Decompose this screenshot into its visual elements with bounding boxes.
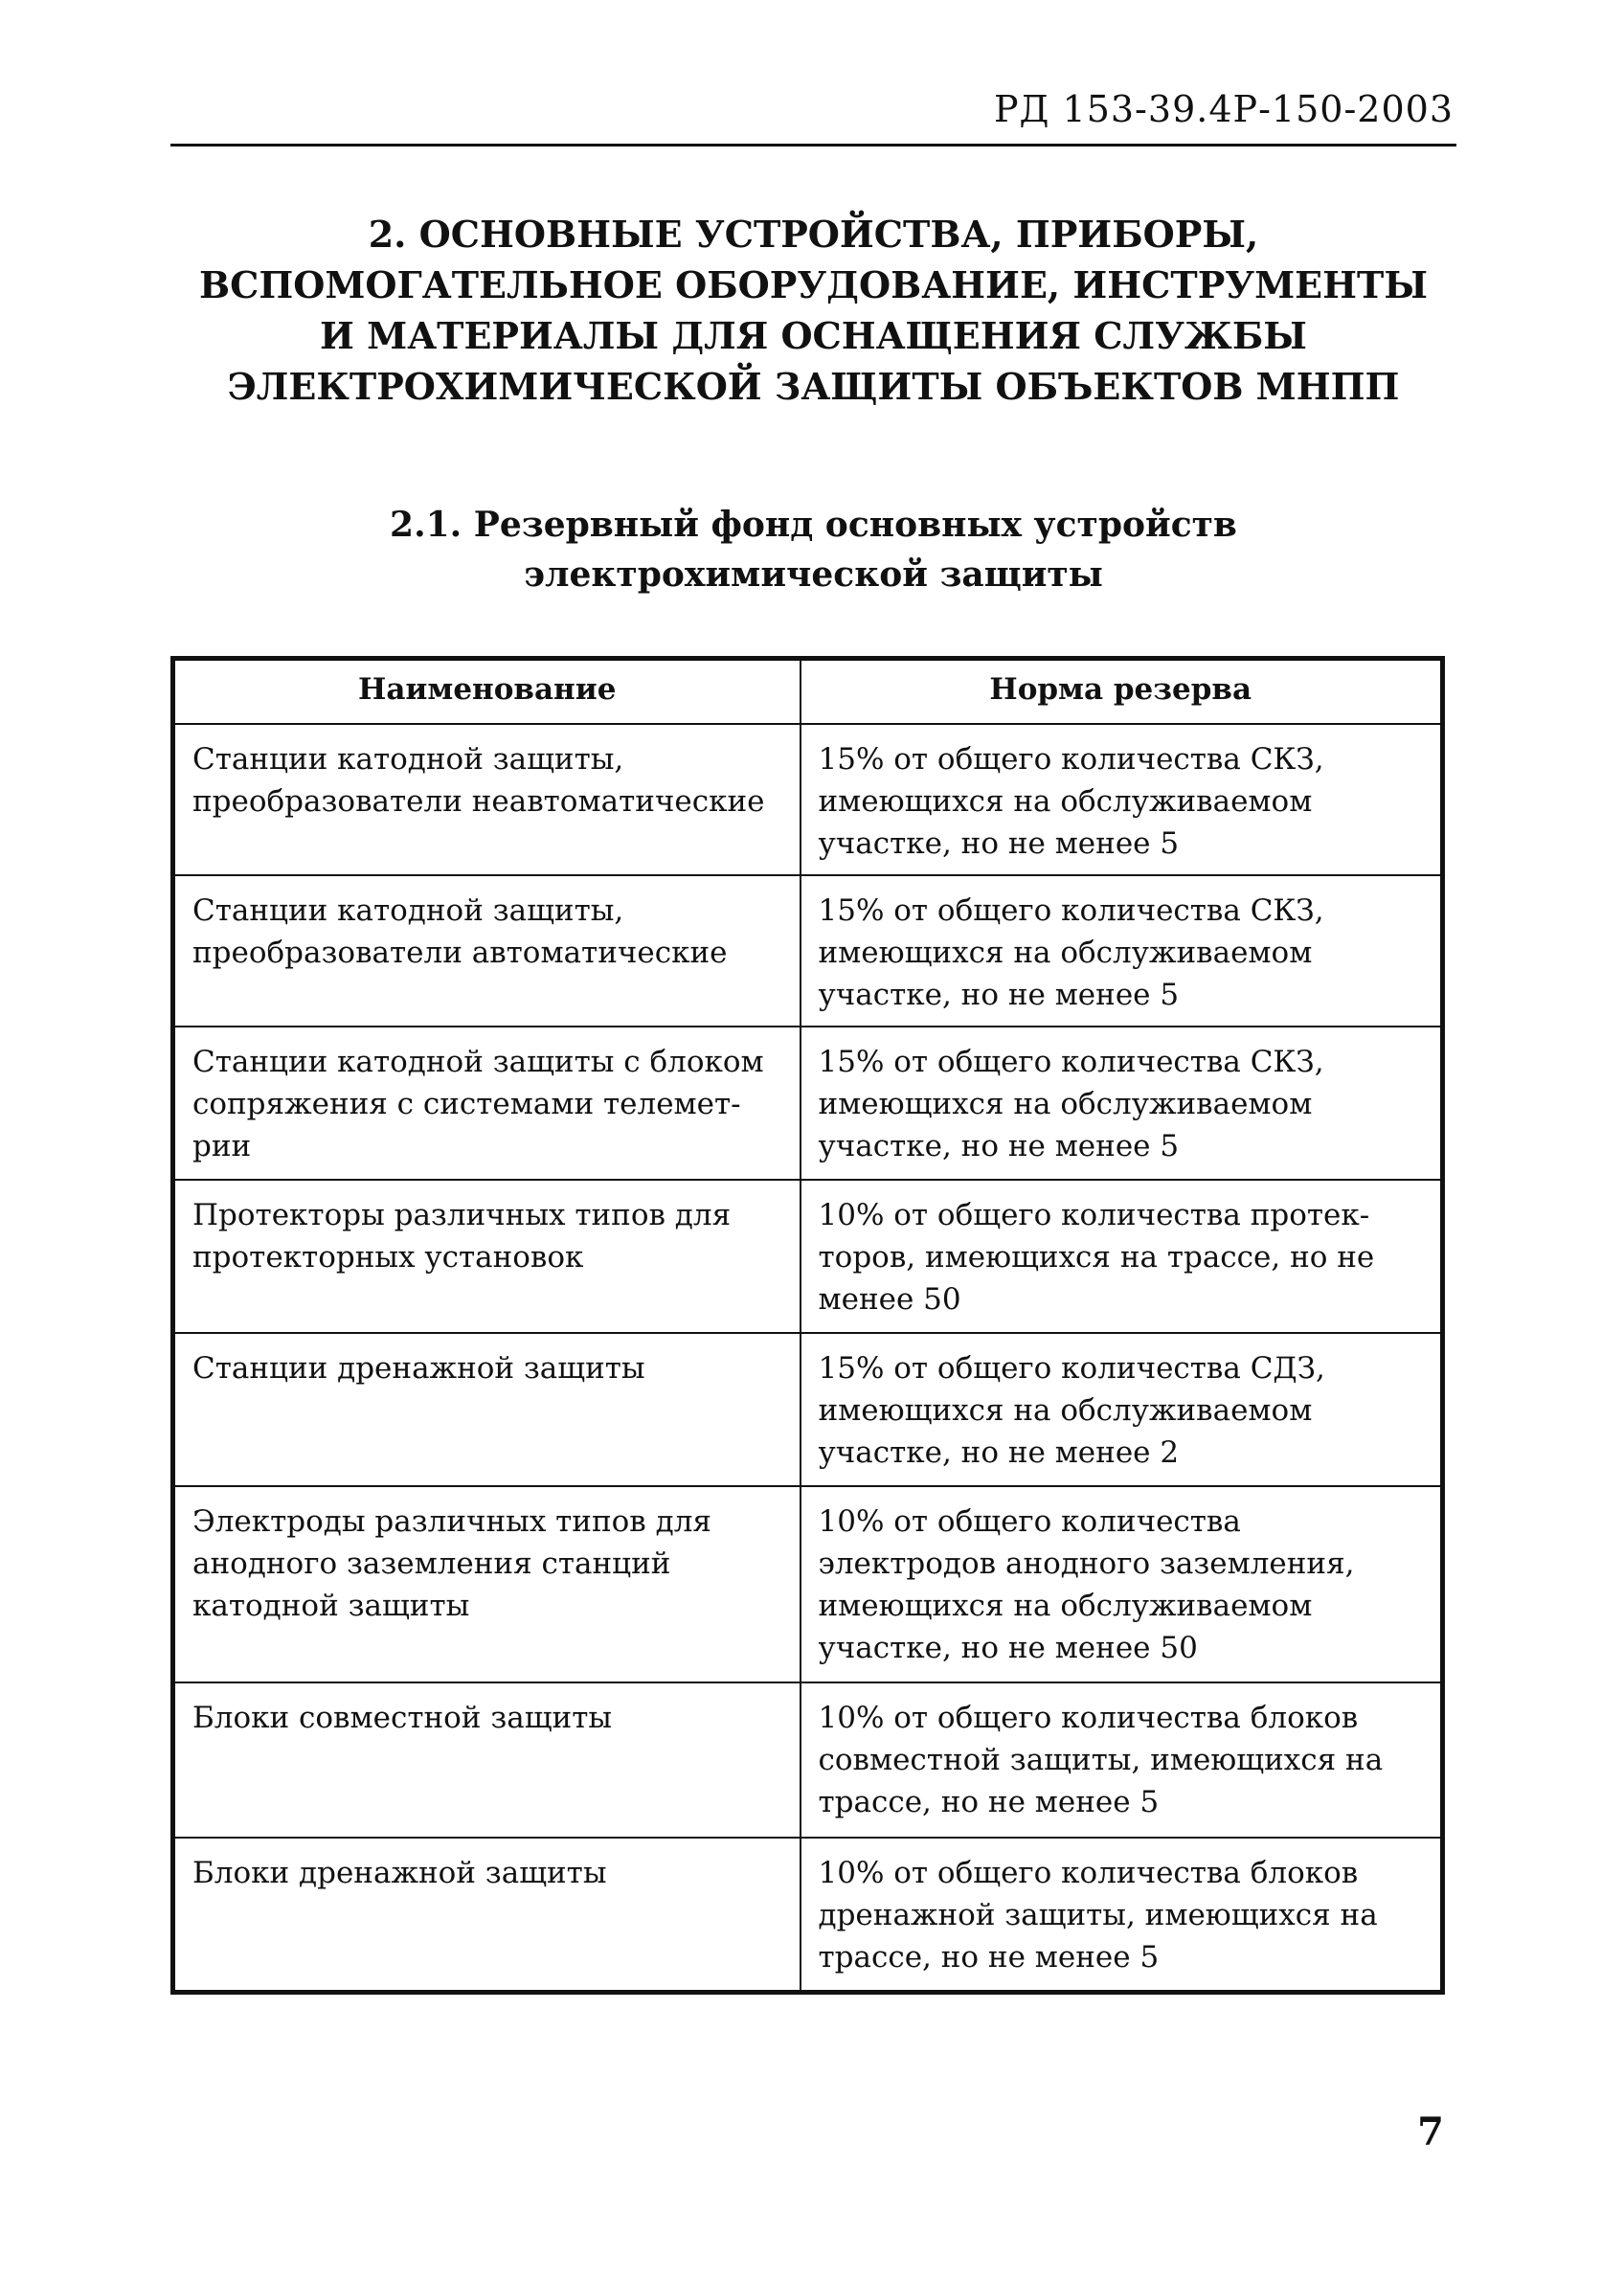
cell-name: Станции катодной защиты, преобразователи автоматические (173, 875, 801, 1027)
cell-norm: 15% от общего количества СДЗ, имеющихся на обслуживаемом участке, но не менее 2 (801, 1333, 1443, 1486)
reserve-fund-table (170, 656, 1445, 1995)
cell-name: Станции дренажной защиты (173, 1333, 801, 1486)
section-title-line: 2. ОСНОВНЫЕ УСТРОЙСТВА, ПРИБОРЫ, (368, 213, 1259, 256)
table-header-row (173, 659, 1443, 724)
cell-norm: 10% от общего количества электродов анодного заземления, имеющихся на обслуживаемом участке, но не менее 50 (801, 1486, 1443, 1682)
column-header-name: Наименование (173, 659, 801, 724)
section-title (170, 209, 1456, 412)
table-row (173, 1838, 1443, 1993)
table-row (173, 1486, 1443, 1682)
table-row (173, 1027, 1443, 1180)
table-row (173, 1180, 1443, 1333)
cell-name: Блоки дренажной защиты (173, 1838, 801, 1993)
subsection-title-line: электрохимической защиты (524, 554, 1103, 595)
table-row (173, 1682, 1443, 1838)
cell-norm: 10% от общего количества блоков дренажной защиты, имеющихся на трассе, но не менее 5 (801, 1838, 1443, 1993)
cell-norm: 15% от общего количества СКЗ, имеющихся на обслуживаемом участке, но не менее 5 (801, 875, 1443, 1027)
column-header-norm: Норма резерва (801, 659, 1443, 724)
cell-norm: 15% от общего количества СКЗ, имеющихся на обслуживаемом участке, но не менее 5 (801, 724, 1443, 875)
cell-name: Электроды различных типов для анодного заземления станций катодной защиты (173, 1486, 801, 1682)
section-title-line: ЭЛЕКТРОХИМИЧЕСКОЙ ЗАЩИТЫ ОБЪЕКТОВ МНПП (227, 365, 1400, 408)
header-divider (170, 144, 1456, 147)
section-title-line: И МАТЕРИАЛЫ ДЛЯ ОСНАЩЕНИЯ СЛУЖБЫ (320, 314, 1307, 357)
cell-name: Станции катодной защиты, преобразователи неавтоматические (173, 724, 801, 875)
cell-name: Протекторы различных типов для протекторных установок (173, 1180, 801, 1333)
subsection-title (170, 500, 1456, 599)
cell-norm: 10% от общего количества протекторов, имеющихся на трассе, но не менее 50 (801, 1180, 1443, 1333)
subsection-title-line: 2.1. Резервный фонд основных устройств (390, 505, 1237, 545)
section-title-line: ВСПОМОГАТЕЛЬНОЕ ОБОРУДОВАНИЕ, ИНСТРУМЕНТЫ (199, 263, 1428, 306)
cell-norm: 15% от общего количества СКЗ, имеющихся на обслуживаемом участке, но не менее 5 (801, 1027, 1443, 1180)
table-row (173, 875, 1443, 1027)
table-row (173, 724, 1443, 875)
cell-norm: 10% от общего количества блоков совместной защиты, имеющихся на трассе, но не менее 5 (801, 1682, 1443, 1838)
table-row (173, 1333, 1443, 1486)
document-code: РД 153-39.4Р-150-2003 (993, 88, 1454, 130)
cell-name: Станции катодной защиты с блоком сопряжения с системами телеметрии (173, 1027, 801, 1180)
page-number: 7 (1417, 2110, 1444, 2155)
cell-name: Блоки совместной защиты (173, 1682, 801, 1838)
